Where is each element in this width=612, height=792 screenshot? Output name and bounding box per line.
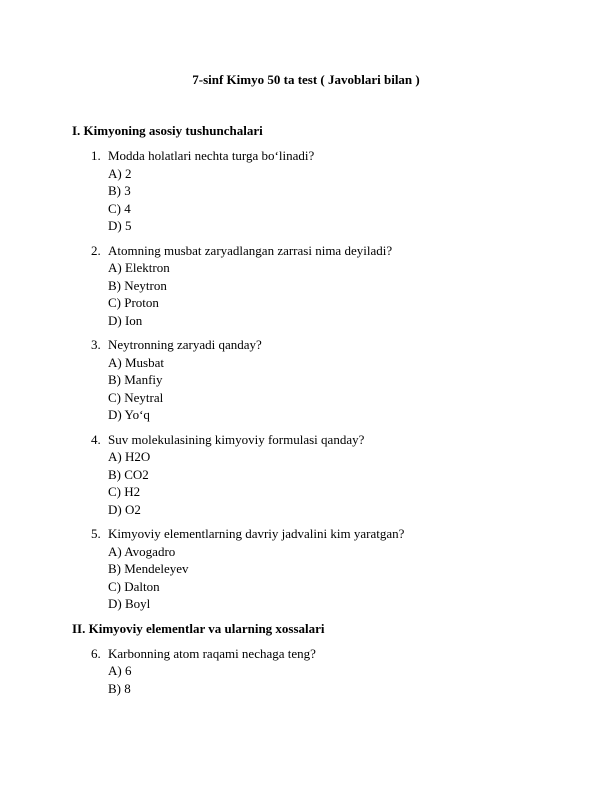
answer-option: C) Neytral [108, 389, 164, 405]
question-item [72, 147, 542, 235]
question-number: 6. [91, 645, 101, 661]
answer-option: B) Manfiy [108, 372, 163, 387]
answer-option: D) O2 [108, 501, 141, 517]
question-number: 1. [91, 148, 101, 163]
question-item [72, 336, 542, 424]
question-number: 3. [91, 337, 101, 352]
answer-option: C) H2 [108, 484, 141, 499]
answer-option: B) Neytron [108, 277, 167, 293]
answer-option: B) 3 [108, 183, 131, 198]
answer-option: D) Yo‘q [108, 407, 150, 422]
answer-option: A) Avogadro [108, 543, 176, 559]
question-item [72, 242, 542, 330]
answer-option: A) 2 [108, 165, 132, 181]
question-number: 2. [91, 242, 101, 258]
answer-option: D) Ion [108, 312, 143, 328]
answer-option: B) CO2 [108, 466, 149, 482]
question-text: Kimyoviy elementlarning davriy jadvalini kim yaratgan? [108, 526, 405, 541]
question-text: Modda holatlari nechta turga bo‘linadi? [108, 148, 315, 163]
answer-option: A) Elektron [108, 260, 170, 275]
answer-option: C) Proton [108, 295, 159, 310]
question-text: Karbonning atom raqami nechaga teng? [108, 645, 316, 661]
question-text: Neytronning zaryadi qanday? [108, 337, 262, 352]
document-title: 7-sinf Kimyo 50 ta test ( Javoblari bilan ) [192, 72, 420, 87]
question-number: 5. [91, 526, 101, 541]
answer-option: A) H2O [108, 449, 151, 464]
section-heading: I. Kimyoning asosiy tushunchalari [72, 123, 263, 138]
answer-option: A) 6 [108, 663, 132, 678]
answer-option: B) Mendeleyev [108, 561, 189, 576]
answer-option: D) 5 [108, 218, 132, 233]
answer-option: C) Dalton [108, 578, 160, 594]
question-item [72, 431, 542, 519]
question-item [72, 525, 542, 613]
question-number: 4. [91, 431, 101, 447]
answer-option: D) Boyl [108, 596, 151, 611]
answer-option: A) Musbat [108, 354, 164, 370]
document-body [72, 122, 542, 697]
question-text: Suv molekulasining kimyoviy formulasi qanday? [108, 431, 365, 447]
answer-option: B) 8 [108, 680, 131, 696]
question-item [72, 645, 542, 698]
answer-option: C) 4 [108, 200, 131, 216]
section-heading: II. Kimyoviy elementlar va ularning xossalari [72, 620, 325, 636]
question-text: Atomning musbat zaryadlangan zarrasi nima deyiladi? [108, 242, 393, 258]
